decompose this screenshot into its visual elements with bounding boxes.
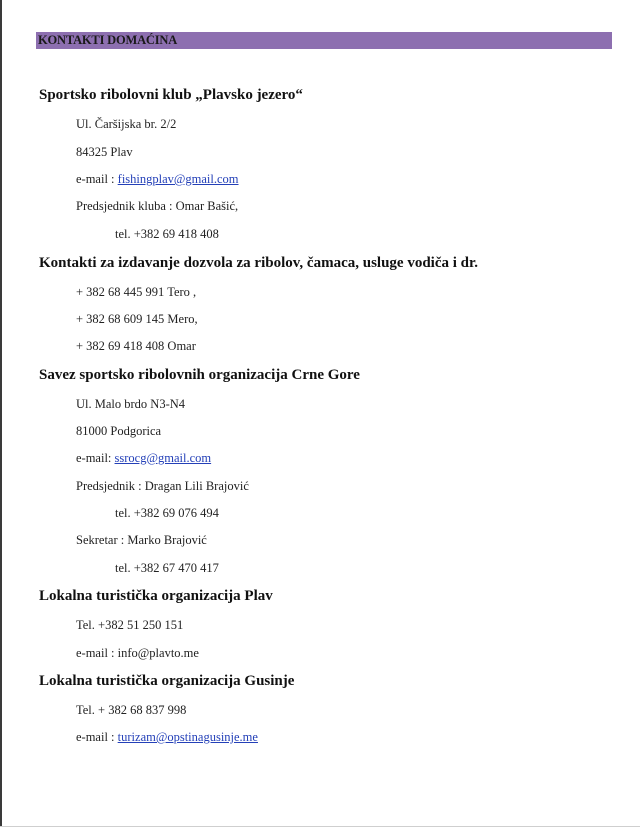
gusinje-email-label: e-mail : <box>76 730 118 744</box>
federation-president: Predsjednik : Dragan Lili Brajović <box>76 479 249 493</box>
page-left-edge <box>0 0 2 834</box>
permit-phone-mero: + 382 68 609 145 Mero, <box>76 312 198 326</box>
federation-email-link[interactable]: ssrocg@gmail.com <box>114 451 212 465</box>
heading-tourist-org-gusinje: Lokalna turistička organizacija Gusinje <box>39 673 295 689</box>
federation-address: Ul. Malo brdo N3-N4 <box>76 397 186 411</box>
section-banner <box>36 32 612 49</box>
heading-tourist-org-plav: Lokalna turistička organizacija Plav <box>39 588 273 604</box>
club-address: Ul. Čaršijska br. 2/2 <box>76 117 177 131</box>
gusinje-tel: Tel. + 382 68 837 998 <box>76 703 187 717</box>
federation-city: 81000 Podgorica <box>76 424 162 438</box>
federation-president-tel: tel. +382 69 076 494 <box>115 506 219 520</box>
gusinje-email-link[interactable]: turizam@opstinagusinje.me <box>117 730 258 744</box>
permit-phone-omar: + 382 69 418 408 Omar <box>76 339 196 353</box>
club-president: Predsjednik kluba : Omar Bašić, <box>76 199 239 213</box>
permit-phone-tero: + 382 68 445 991 Tero , <box>76 285 197 299</box>
federation-email-label: e-mail: <box>76 451 115 465</box>
club-email-link[interactable]: fishingplav@gmail.com <box>117 172 239 186</box>
plav-tel: Tel. +382 51 250 151 <box>76 618 184 632</box>
heading-fishing-club: Sportsko ribolovni klub „Plavsko jezero“ <box>39 87 303 103</box>
club-email-label: e-mail : <box>76 172 118 186</box>
gusinje-email-line <box>76 730 258 745</box>
club-email-line <box>76 172 239 187</box>
federation-email-line <box>76 451 211 466</box>
heading-permits: Kontakti za izdavanje dozvola za ribolov, čamaca, usluge vodiča i dr. <box>39 255 479 271</box>
federation-secretary: Sekretar : Marko Brajović <box>76 533 207 547</box>
plav-email: e-mail : info@plavto.me <box>76 646 199 660</box>
club-president-tel: tel. +382 69 418 408 <box>115 227 219 241</box>
heading-federation: Savez sportsko ribolovnih organizacija Crne Gore <box>39 367 360 383</box>
federation-secretary-tel: tel. +382 67 470 417 <box>115 561 219 575</box>
club-city: 84325 Plav <box>76 145 133 159</box>
banner-title: KONTAKTI DOMAĆINA <box>38 33 178 47</box>
